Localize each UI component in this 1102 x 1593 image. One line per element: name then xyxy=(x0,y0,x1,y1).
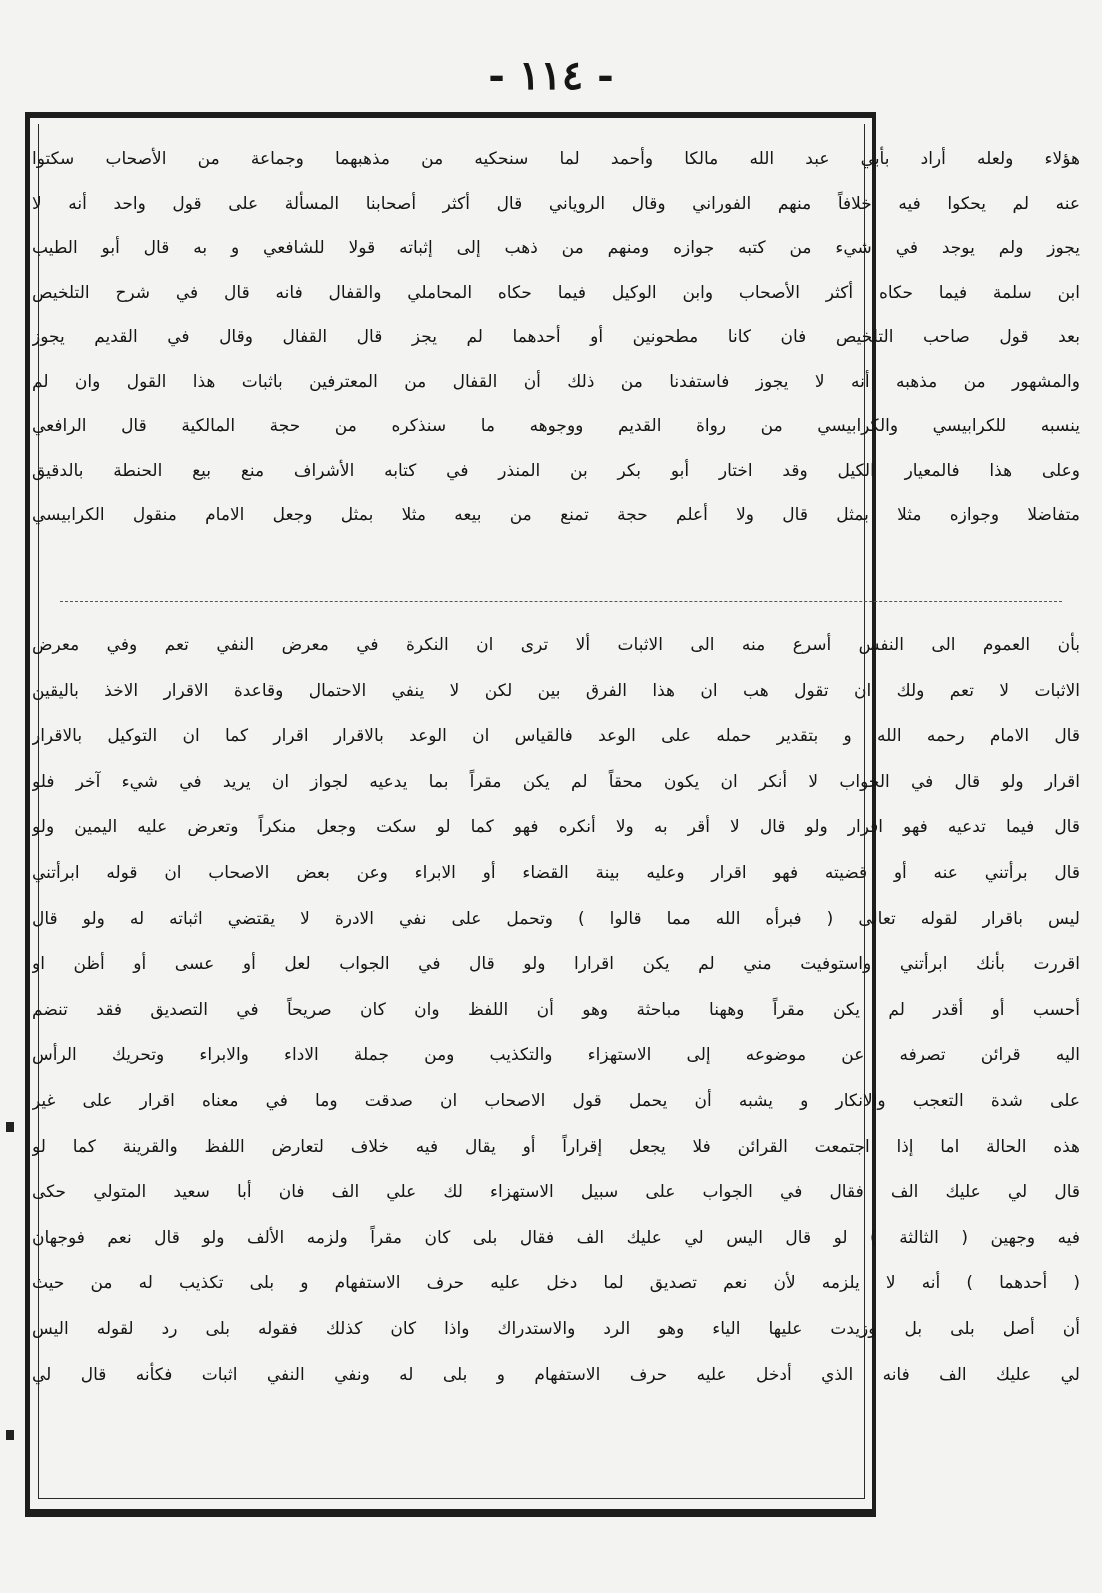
text-line: بأن العموم الى النفس أسرع منه الى الاثبات ألا ترى ان النكرة في معرض النفي تعم وفي معرض xyxy=(32,635,1080,655)
text-line: عنه لم يحكوا فيه خلافاً منهم الفوراني وقال الروياني قال أكثر أصحابنا المسألة على قول واحد أنه لا xyxy=(32,193,1080,214)
text-line: فيه وجهين ( الثالثة ) لو قال اليس لي عليك الف فقال بلى كان مقراً ولزمه الألف ولو قال نعم فوجهان xyxy=(32,1227,1080,1248)
text-line: أحسب أو أقدر لم يكن مقراً وههنا مباحثة وهو أن اللفظ وان كان صريحاً في التصديق فقد تنضم xyxy=(32,999,1080,1020)
text-line: على شدة التعجب والانكار و يشبه أن يحمل قول الاصحاب ان صدقت وما في معناه اقرار على غير xyxy=(32,1090,1080,1111)
bottom-text-block xyxy=(32,623,1080,1398)
text-line: متفاضلا وجوازه مثلا بمثل قال ولا أعلم حجة تمنع من بيعه مثلا بمثل وجعل الامام منقول الكرابيسي xyxy=(32,505,1080,525)
text-line: هذه الحالة اما إذا اجتمعت القرائن فلا يجعل إقراراً أو يقال فيه خلاف لتعارض اللفظ والقرينة كما لو xyxy=(32,1136,1080,1157)
text-line: اقررت بأنك ابرأتني واستوفيت مني لم يكن اقرارا ولو قال في الجواب لعل أو عسى أو أظن او xyxy=(32,954,1080,975)
text-line: ليس باقرار لقوله تعالى ( فبرأه الله مما قالوا ) وتحمل على نفي الادرة لا يقتضي اثباته له ولو قال xyxy=(32,908,1080,929)
text-line: الاثبات لا تعم ولك ان تقول هب ان هذا الفرق بين لكن لا ينفي الاحتمال وقاعدة الاقرار الاخذ باليقين xyxy=(32,680,1080,701)
page-number: - ١١٤ - xyxy=(488,52,614,99)
text-line: يجوز ولم يوجد في شيء من كتبه جوازه ومنهم من ذهب إلى إثباته قولا للشافعي و به قال أبو الطيب xyxy=(32,238,1080,258)
text-line: قال الامام رحمه الله و بتقدير حمله على الوعد فالقياس ان الوعد بالاقرار اقرار كما ان التوكيل بالاقرار xyxy=(32,726,1080,747)
text-line: والمشهور من مذهبه أنه لا يجوز فاستفدنا من ذلك أن القفال من المعترفين باثبات هذا القول وان لم xyxy=(32,371,1080,392)
text-line: لي عليك الف فانه الذي أدخل عليه حرف الاستفهام و بلى له ونفي النفي اثبات فكأنه قال لي xyxy=(32,1364,1080,1385)
top-text-block xyxy=(32,137,1080,538)
text-line: ينسبه للكرابيسي والكرابيسي من رواة القديم ووجوهه ما سنذكره من حجة المالكية قال الرافعي xyxy=(32,416,1080,436)
text-line: وعلى هذا فالمعيار الكيل وقد اختار أبو بكر بن المنذر في كتابه الأشراف منع بيع الحنطة بالدقيق xyxy=(32,460,1080,481)
text-line: اقرار ولو قال في الجواب لا أنكر ان يكون محقاً لم يكن مقراً بما يدعيه لجواز ان يريد في شيء آخر فلو xyxy=(32,771,1080,792)
text-line: قال فيما تدعيه فهو اقرار ولو قال لا أقر به ولا أنكره فهو كما لو سكت وجعل منكراً وتعرض عليه اليمين ولو xyxy=(32,817,1080,838)
text-line: بعد قول صاحب التلخيص فان كانا مطحونين أو أحدهما لم يجز قال القفال وقال في القديم يجوز xyxy=(32,327,1080,347)
margin-mark xyxy=(6,1122,14,1132)
text-line: هؤلاء ولعله أراد بأبي عبد الله مالكا وأحمد لما سنحكيه من مذهبهما وجماعة من الأصحاب سكتوا xyxy=(32,149,1080,169)
margin-mark xyxy=(6,1430,14,1440)
text-line: ابن سلمة فيما حكاه أكثر الأصحاب وابن الوكيل فيما حكاه المحاملي والقفال فانه قال في شرح التلخيص xyxy=(32,282,1080,303)
text-line: أن أصل بلى بل وزيدت عليها الياء وهو الرد والاستدراك واذا كان كذلك فقوله بلى رد لقوله اليس xyxy=(32,1318,1080,1339)
text-line: اليه قرائن تصرفه عن موضوعه إلى الاستهزاء والتكذيب ومن جملة الاداء والابراء وتحريك الرأس xyxy=(32,1045,1080,1066)
text-line: قال برأتني عنه أو قضيته فهو اقرار وعليه بينة القضاء أو الابراء وعن بعض الاصحاب ان قوله ابرأتني xyxy=(32,862,1080,883)
text-line: قال لي عليك الف فقال في الجواب على سبيل الاستهزاء لك علي الف فان أبا سعيد المتولي حكى xyxy=(32,1182,1080,1203)
text-line: ( أحدهما ) أنه لا يلزمه لأن نعم تصديق لما دخل عليه حرف الاستفهام و بلى تكذيب له من حيث xyxy=(32,1273,1080,1294)
section-separator xyxy=(60,601,1062,602)
